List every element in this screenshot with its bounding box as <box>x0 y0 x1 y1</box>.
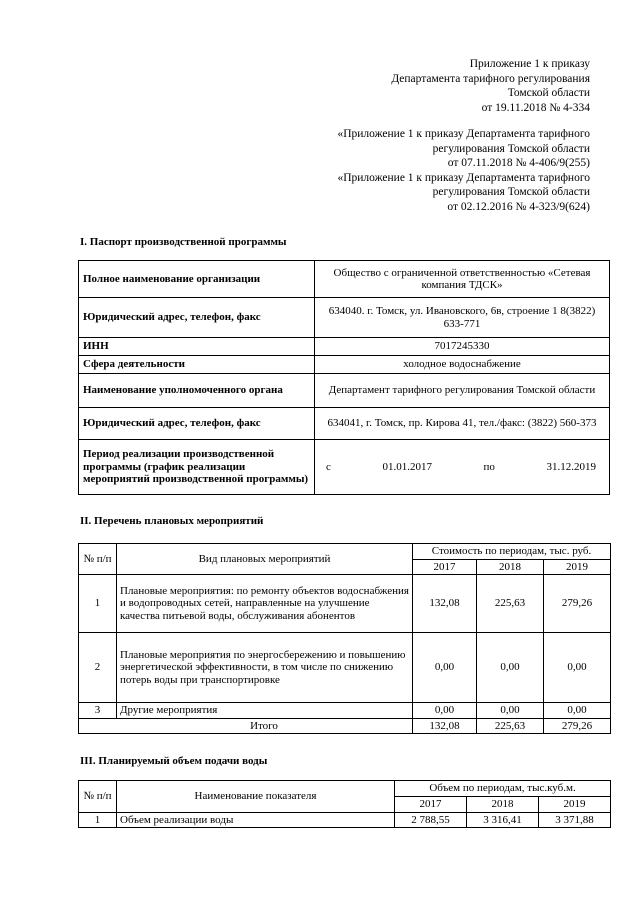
header-line: регулирования Томской области <box>432 142 590 155</box>
cost-value: 0,00 <box>544 703 611 719</box>
total-value: 225,63 <box>477 718 544 734</box>
order-reference-header <box>391 57 590 115</box>
water-volume-table <box>78 780 611 828</box>
cost-value: 225,63 <box>477 575 544 633</box>
col-header-year: 2017 <box>395 797 467 813</box>
passport-label: Наименование уполномоченного органа <box>79 374 315 408</box>
table-row <box>79 408 610 440</box>
passport-value: 7017245330 <box>315 338 610 356</box>
previous-orders-header <box>337 127 590 214</box>
volume-value: 3 316,41 <box>467 812 539 828</box>
col-header-num: № п/п <box>79 781 117 813</box>
cost-value: 279,26 <box>544 575 611 633</box>
col-header-year: 2018 <box>477 559 544 575</box>
measure-name: Другие мероприятия <box>117 703 413 719</box>
cost-value: 132,08 <box>413 575 477 633</box>
row-num: 2 <box>79 633 117 703</box>
table-row <box>79 440 610 495</box>
table-row <box>79 338 610 356</box>
table-row <box>79 261 610 298</box>
passport-label: ИНН <box>79 338 315 356</box>
passport-value <box>315 440 610 495</box>
total-value: 279,26 <box>544 718 611 734</box>
section-title-measures: II. Перечень плановых мероприятий <box>80 515 264 527</box>
passport-value: Департамент тарифного регулирования Томской области <box>315 374 610 408</box>
header-line: от 19.11.2018 № 4-334 <box>481 101 590 114</box>
table-row <box>79 298 610 338</box>
volume-value: 3 371,88 <box>539 812 611 828</box>
header-line: «Приложение 1 к приказу Департамента тарифного <box>337 128 590 140</box>
cost-value: 0,00 <box>413 703 477 719</box>
col-header-name: Наименование показателя <box>117 781 395 813</box>
cost-value: 0,00 <box>544 633 611 703</box>
row-num: 1 <box>79 812 117 828</box>
col-header-num: № п/п <box>79 544 117 575</box>
table-row <box>79 374 610 408</box>
passport-label: Сфера деятельности <box>79 356 315 374</box>
passport-value: холодное водоснабжение <box>315 356 610 374</box>
header-line: от 07.11.2018 № 4-406/9(255) <box>447 157 590 169</box>
passport-value: 634041, г. Томск, пр. Кирова 41, тел./факс: (3822) 560-373 <box>315 408 610 440</box>
col-header-year: 2017 <box>413 559 477 575</box>
passport-label: Полное наименование организации <box>79 261 315 298</box>
table-row <box>79 633 611 703</box>
passport-label: Период реализации производственной программы (график реализации мероприятий производственной программы) <box>79 440 315 495</box>
col-header-year: 2019 <box>544 559 611 575</box>
measure-name: Плановые мероприятия по энергосбережению и повышению энергетической эффективности, в том числе по снижению потерь воды при транспортировке <box>117 633 413 703</box>
table-row <box>79 718 611 734</box>
col-header-cost: Стоимость по периодам, тыс. руб. <box>413 544 611 560</box>
measure-name: Плановые мероприятия: по ремонту объектов водоснабжения и водопроводных сетей, направленные на улучшение качества питьевой воды, обслуживания абонентов <box>117 575 413 633</box>
row-num: 1 <box>79 575 117 633</box>
indicator-name: Объем реализации воды <box>117 812 395 828</box>
passport-label: Юридический адрес, телефон, факс <box>79 408 315 440</box>
col-header-name: Вид плановых мероприятий <box>117 544 413 575</box>
total-value: 132,08 <box>413 718 477 734</box>
implementation-period <box>318 461 606 474</box>
cost-value: 0,00 <box>413 633 477 703</box>
table-row <box>79 544 611 560</box>
header-line: от 02.12.2016 № 4-323/9(624) <box>447 200 590 213</box>
period-to-word: по <box>483 460 495 473</box>
passport-table <box>78 260 610 495</box>
period-from-word: с <box>326 460 331 473</box>
cost-value: 0,00 <box>477 633 544 703</box>
table-row <box>79 575 611 633</box>
col-header-year: 2019 <box>539 797 611 813</box>
header-line: Департамента тарифного регулирования <box>391 72 590 85</box>
header-line: Томской области <box>507 87 590 99</box>
total-label: Итого <box>79 718 413 734</box>
header-line: Приложение 1 к приказу <box>469 58 590 70</box>
col-header-year: 2018 <box>467 797 539 813</box>
row-num: 3 <box>79 703 117 719</box>
passport-label: Юридический адрес, телефон, факс <box>79 298 315 338</box>
col-header-volume: Объем по периодам, тыс.куб.м. <box>395 781 611 797</box>
volume-value: 2 788,55 <box>395 812 467 828</box>
table-row <box>79 781 611 797</box>
table-row <box>79 812 611 828</box>
section-title-passport: I. Паспорт производственной программы <box>80 236 287 248</box>
header-line: «Приложение 1 к приказу Департамента тарифного <box>337 171 590 184</box>
passport-value: 634040. г. Томск, ул. Ивановского, 6в, строение 1 8(3822) 633-771 <box>315 298 610 338</box>
header-line: регулирования Томской области <box>432 186 590 198</box>
cost-value: 0,00 <box>477 703 544 719</box>
period-to: 31.12.2019 <box>546 460 596 473</box>
measures-table <box>78 543 611 734</box>
table-row <box>79 703 611 719</box>
period-from: 01.01.2017 <box>382 460 432 473</box>
section-title-water-volume: III. Планируемый объем подачи воды <box>80 755 268 767</box>
passport-value: Общество с ограниченной ответственностью «Сетевая компания ТДСК» <box>315 261 610 298</box>
table-row <box>79 356 610 374</box>
